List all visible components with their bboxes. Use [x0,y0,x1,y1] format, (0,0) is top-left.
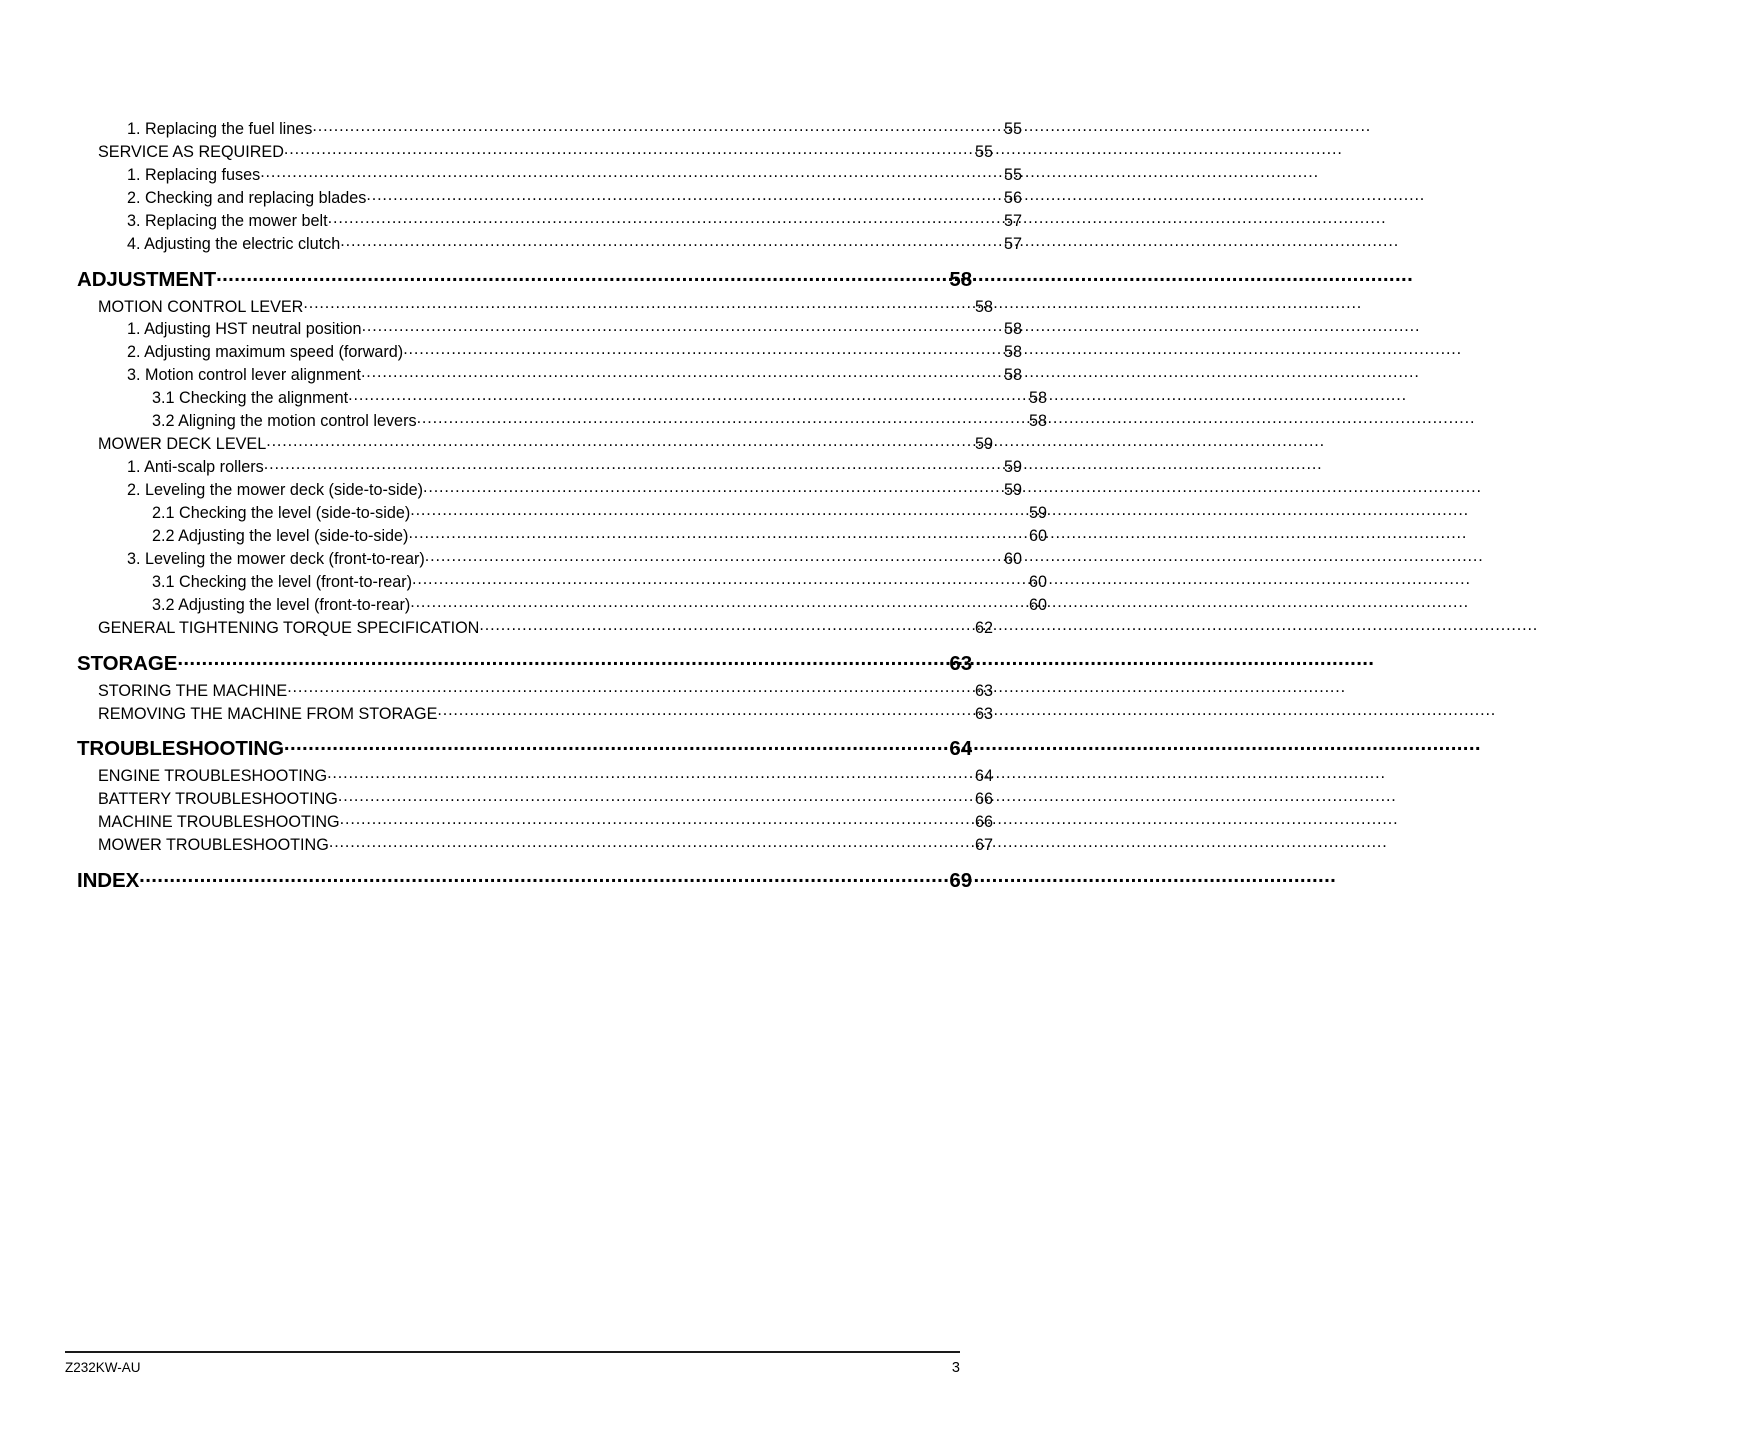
toc-leader-dots [264,456,995,472]
toc-entry-page: 60 [1028,596,1047,615]
toc-entry-page: 55 [974,143,993,162]
toc-entry-page: 64 [949,737,972,761]
toc-entry-label: 4. Adjusting the electric clutch [127,235,341,254]
toc-entry[interactable] [152,571,1047,590]
toc-leader-dots [338,788,966,804]
toc-entry[interactable] [127,233,1022,252]
toc-entry[interactable] [98,788,993,807]
toc-leader-dots [410,502,1020,518]
toc-leader-dots [216,265,941,286]
toc-entry-page: 59 [1003,481,1022,500]
toc-entry-label: ADJUSTMENT [77,267,217,291]
toc-entry-page: 59 [1028,504,1047,523]
toc-entry[interactable] [98,679,993,698]
toc-leader-dots [366,187,995,203]
toc-entry-page: 66 [974,813,993,832]
toc-leader-dots [410,594,1020,610]
toc-leader-dots [437,702,966,718]
toc-entry[interactable] [98,433,993,452]
toc-entry[interactable] [152,410,1047,429]
toc-entry-label: STORING THE MACHINE [98,681,288,700]
toc-leader-dots [139,866,941,887]
toc-entry-label: 2. Checking and replacing blades [127,189,367,208]
toc-entry-label: GENERAL TIGHTENING TORQUE SPECIFICATION [98,619,480,638]
toc-entry-label: 3.2 Adjusting the level (front-to-rear) [152,596,411,615]
toc-leader-dots [412,571,1020,587]
toc-entry[interactable] [98,811,993,830]
toc-entry-page: 57 [1003,235,1022,254]
page-footer [65,1360,960,1376]
toc-entry-page: 67 [974,836,993,854]
toc-entry-label: MOTION CONTROL LEVER [98,297,304,316]
toc-entry[interactable] [127,187,1022,206]
toc-entry-page: 60 [1028,573,1047,592]
toc-leader-dots [284,141,966,157]
toc-entry[interactable] [127,548,1022,567]
toc-leader-dots [260,164,995,180]
toc-leader-dots [329,834,966,850]
toc-entry-label: BATTERY TROUBLESHOOTING [98,790,338,809]
toc-leader-dots [425,548,995,564]
toc-entry[interactable] [127,364,1022,383]
toc-entry-page: 55 [1003,120,1022,139]
toc-entry-label: 3. Motion control lever alignment [127,366,361,385]
toc-entry-label: 2. Adjusting maximum speed (forward) [127,343,404,362]
toc-entry[interactable] [98,617,993,636]
toc-entry[interactable] [77,866,972,891]
toc-entry-label: 1. Adjusting HST neutral position [127,320,362,339]
toc-entry-label: 1. Replacing the fuel lines [127,120,313,139]
toc-entry-page: 60 [1003,550,1022,569]
page-number: 3 [951,1360,960,1376]
toc-entry-page: 64 [974,767,993,786]
toc-entry[interactable] [98,141,993,160]
toc-leader-dots [408,525,1020,541]
toc-entry-label: 3. Replacing the mower belt [127,212,328,231]
toc-entry-page: 58 [1028,389,1047,408]
toc-entry[interactable] [98,295,993,314]
toc-leader-dots [423,479,995,495]
toc-entry-label: 2. Leveling the mower deck (side-to-side) [127,481,424,500]
toc-entry-page: 63 [974,704,993,723]
toc-entry-label: 3.1 Checking the alignment [152,389,349,408]
toc-entry[interactable] [152,525,1047,544]
toc-entry-label: MOWER TROUBLESHOOTING [98,836,329,854]
toc-entry-page: 58 [1028,412,1047,431]
toc-leader-dots [340,233,995,249]
toc-entry-page: 55 [1003,166,1022,185]
toc-entry-label: MOWER DECK LEVEL [98,435,267,454]
toc-entry[interactable] [127,164,1022,183]
toc-entry[interactable] [77,649,972,674]
toc-entry-label: 3. Leveling the mower deck (front-to-rear) [127,550,425,569]
toc-entry-page: 60 [1028,527,1047,546]
toc-entry-page: 58 [949,267,972,291]
toc-entry-page: 58 [1003,320,1022,339]
toc-leader-dots [327,765,966,781]
toc-entry-page: 63 [949,651,972,675]
toc-leader-dots [284,735,941,756]
toc-entry-label: 3.2 Aligning the motion control levers [152,412,417,431]
toc-leader-dots [287,679,966,695]
toc-entry[interactable] [127,210,1022,229]
toc-entry[interactable] [77,265,972,290]
toc-entry-label: 3.1 Checking the level (front-to-rear) [152,573,413,592]
toc-entry-label: SERVICE AS REQUIRED [98,143,284,162]
toc-leader-dots [361,364,995,380]
toc-entry[interactable] [127,341,1022,360]
toc-leader-dots [303,295,966,311]
toc-entry-page: 69 [949,868,972,892]
toc-entry-label: INDEX [77,868,140,892]
table-of-contents [65,118,1047,896]
toc-entry[interactable] [152,502,1047,521]
toc-entry[interactable] [127,479,1022,498]
toc-entry[interactable] [98,702,993,721]
toc-entry-label: TROUBLESHOOTING [77,737,284,761]
toc-entry[interactable] [77,735,972,760]
toc-leader-dots [403,341,995,357]
toc-entry-label: MACHINE TROUBLESHOOTING [98,813,340,832]
toc-entry-page: 58 [1003,366,1022,385]
toc-leader-dots [417,410,1020,426]
toc-entry[interactable] [127,118,1022,137]
toc-entry-label: REMOVING THE MACHINE FROM STORAGE [98,704,438,723]
toc-entry-label: 1. Replacing fuses [127,166,261,185]
toc-entry-label: 1. Anti-scalp rollers [127,458,264,477]
toc-entry-label: ENGINE TROUBLESHOOTING [98,767,328,786]
toc-entry[interactable] [127,318,1022,337]
toc-entry[interactable] [152,594,1047,613]
toc-entry-page: 62 [974,619,993,638]
toc-entry-page: 63 [974,681,993,700]
toc-entry-page: 58 [974,297,993,316]
toc-entry[interactable] [127,456,1022,475]
toc-entry-label: 2.2 Adjusting the level (side-to-side) [152,527,409,546]
toc-entry-page: 66 [974,790,993,809]
toc-entry-page: 59 [974,435,993,454]
toc-entry-page: 56 [1003,189,1022,208]
toc-leader-dots [328,210,995,226]
toc-entry-page: 57 [1003,212,1022,231]
toc-leader-dots [479,617,966,633]
toc-leader-dots [312,118,995,134]
toc-leader-dots [266,433,966,449]
toc-entry-label: 2.1 Checking the level (side-to-side) [152,504,411,523]
toc-entry-page: 58 [1003,343,1022,362]
toc-leader-dots [177,649,941,670]
toc-leader-dots [340,811,966,827]
toc-entry[interactable] [98,765,993,784]
toc-entry-page: 59 [1003,458,1022,477]
footer-divider [65,1351,960,1353]
toc-entry-label: STORAGE [77,651,178,675]
toc-leader-dots [348,387,1020,403]
toc-entry[interactable] [152,387,1047,406]
document-code: Z232KW-AU [65,1360,141,1375]
toc-leader-dots [362,318,995,334]
toc-entry[interactable] [98,834,993,853]
